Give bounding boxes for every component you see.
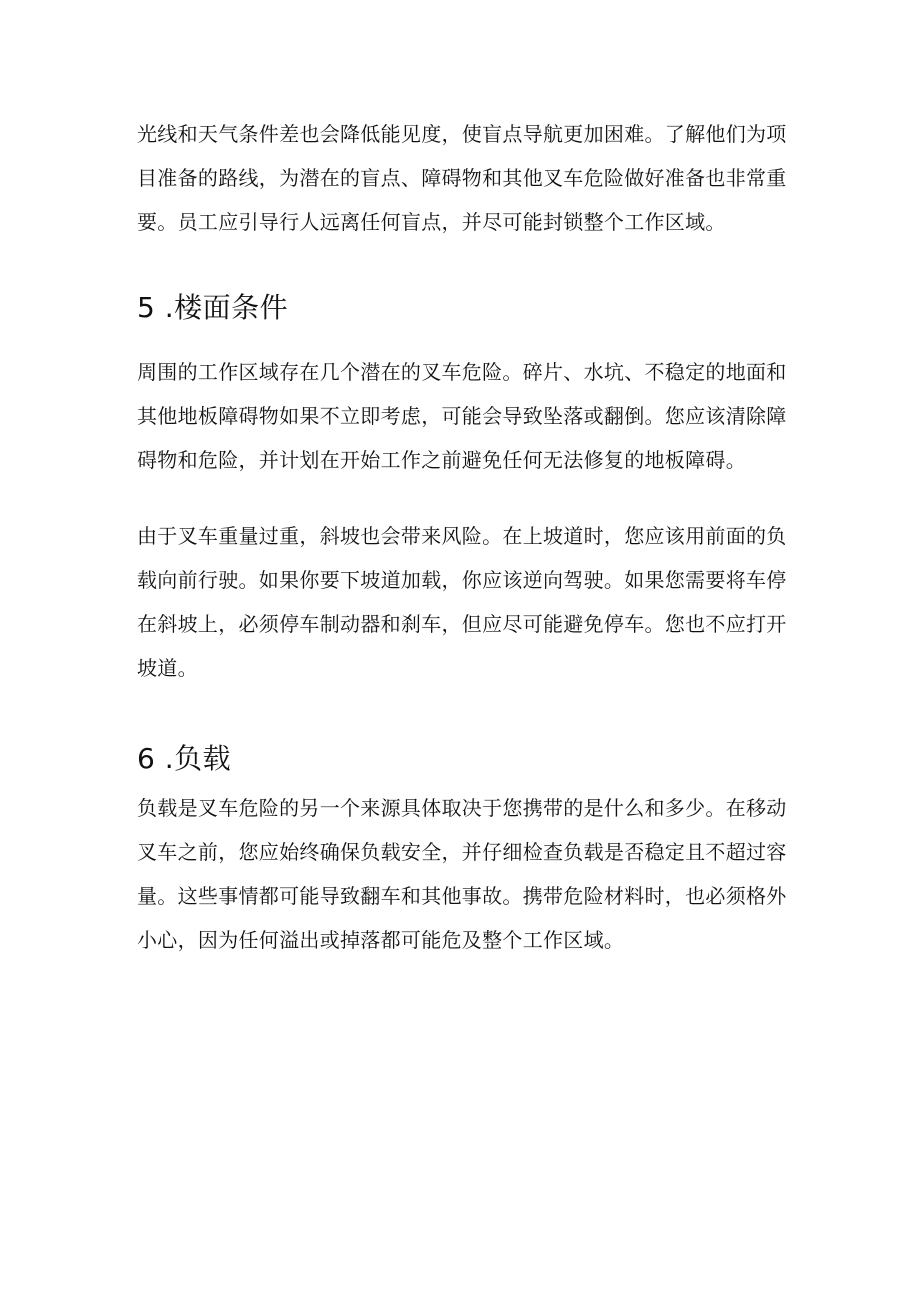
text-line: 量。这些事情都可能导致翻车和其他事故。携带危险材料时，也必须格外 <box>137 884 787 908</box>
text-line: 在斜坡上，必须停车制动器和刹车，但应尽可能避免停车。您也不应打开 <box>137 612 787 636</box>
paragraph-visibility <box>137 112 787 244</box>
section-heading-load: 6 .负载 <box>137 742 232 775</box>
text-line: 目准备的路线，为潜在的盲点、障碍物和其他叉车危险做好准备也非常重 <box>137 166 787 190</box>
text-line: 坡道。 <box>137 656 198 680</box>
paragraph-load <box>137 786 787 962</box>
text-line: 小心，因为任何溢出或掉落都可能危及整个工作区域。 <box>137 928 625 952</box>
text-line: 其他地板障碍物如果不立即考虑，可能会导致坠落或翻倒。您应该清除障 <box>137 404 787 428</box>
text-line: 负载是叉车危险的另一个来源具体取决于您携带的是什么和多少。在移动 <box>137 796 787 820</box>
section-heading-floor-conditions: 5 .楼面条件 <box>137 291 289 324</box>
text-line: 光线和天气条件差也会降低能见度，使盲点导航更加困难。了解他们为项 <box>137 122 787 146</box>
text-line: 周围的工作区域存在几个潜在的叉车危险。碎片、水坑、不稳定的地面和 <box>137 360 787 384</box>
text-line: 要。员工应引导行人远离任何盲点，并尽可能封锁整个工作区域。 <box>137 210 726 234</box>
text-line: 叉车之前，您应始终确保负载安全，并仔细检查负载是否稳定且不超过容 <box>137 840 787 864</box>
paragraph-slopes <box>137 514 787 690</box>
text-line: 载向前行驶。如果你要下坡道加载，你应该逆向驾驶。如果您需要将车停 <box>137 568 787 592</box>
text-line: 由于叉车重量过重，斜坡也会带来风险。在上坡道时，您应该用前面的负 <box>137 524 787 548</box>
text-line: 碍物和危险，并计划在开始工作之前避免任何无法修复的地板障碍。 <box>137 448 746 472</box>
paragraph-floor-hazards <box>137 350 787 482</box>
